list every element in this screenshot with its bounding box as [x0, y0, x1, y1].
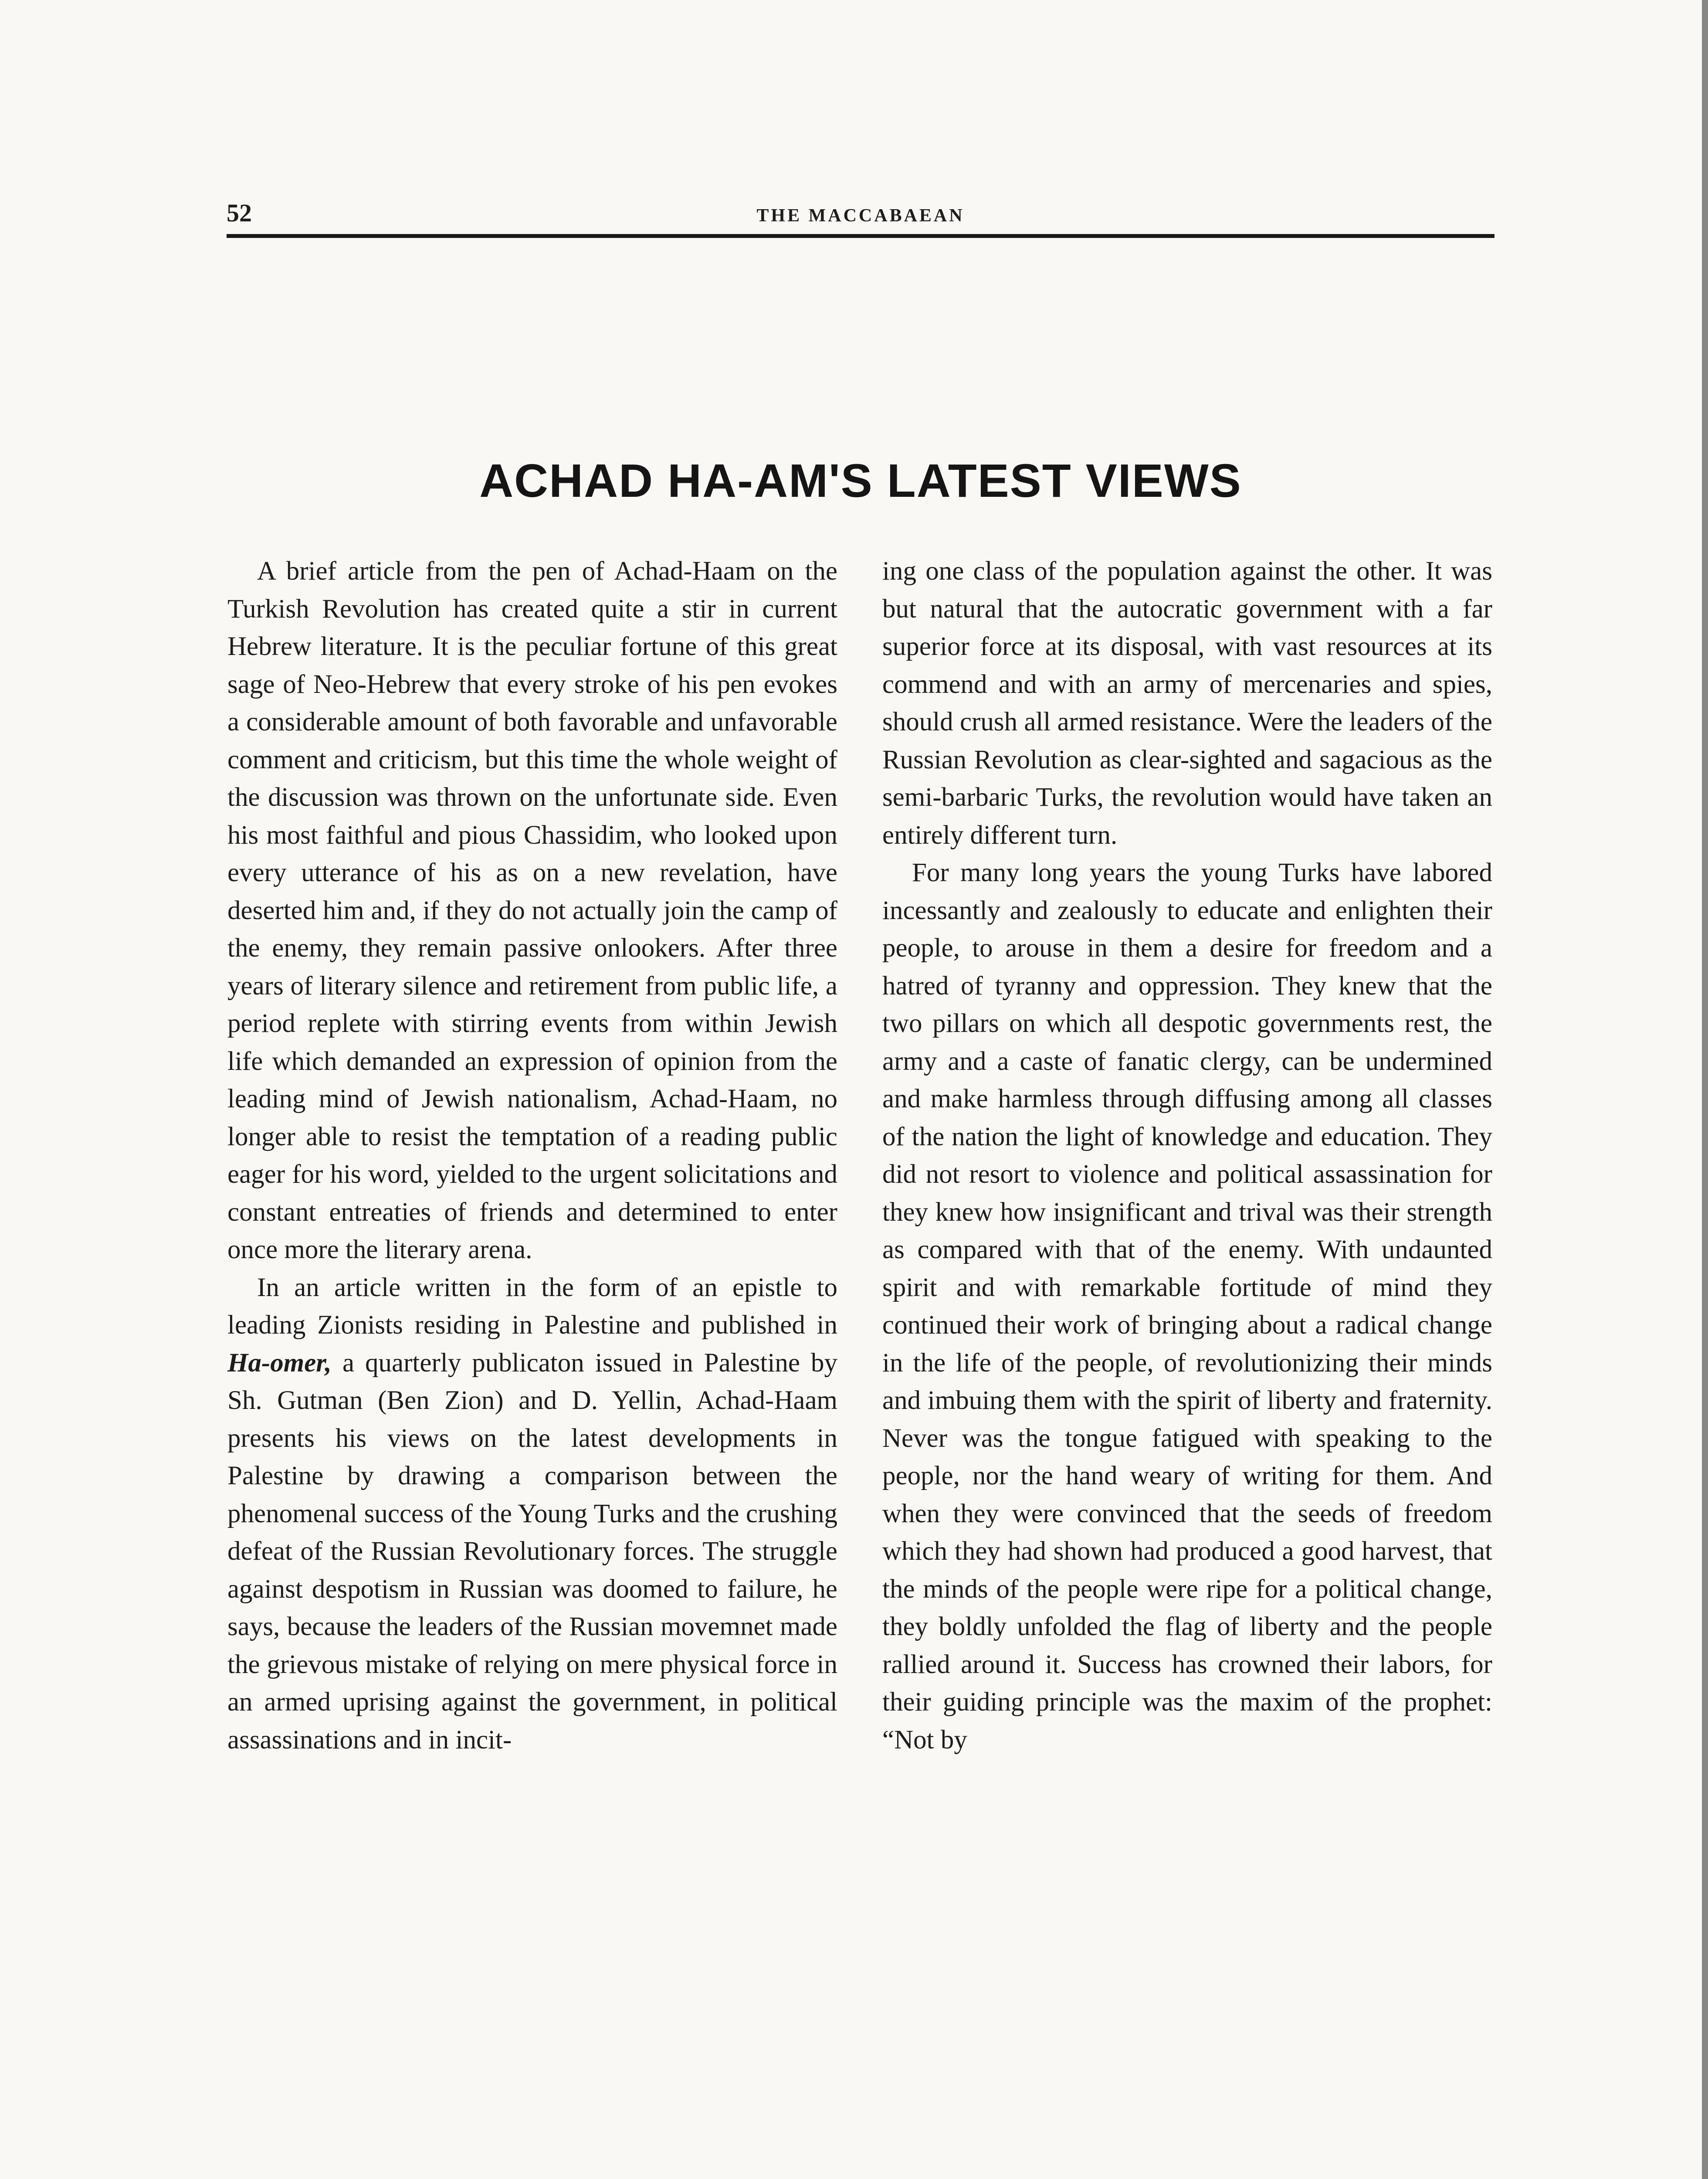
- running-head: THE MACCABAEAN: [756, 206, 965, 226]
- paragraph: ing one class of the population against the other. It was but natural that the autocratic government with a far superior force at its disposal, with vast resources at its commend and with an army of mercenaries and spies, should crush all armed resistance. Were the leaders of the Russian Revolution as clear-sighted and sagacious as the semi-barbaric Turks, the revolution would have taken an entirely different turn.: [882, 557, 1492, 850]
- paragraph: [227, 1269, 837, 1759]
- column-left: [227, 553, 837, 1759]
- page-header: [227, 198, 1494, 238]
- paragraph-text: a quarterly publicaton issued in Palestine by Sh. Gutman (Ben Zion) and D. Yellin, Achad-Haam presents his views on the latest developments in Palestine by drawing a comparison between the phenomenal success of the Young Turks and the crushing defeat of the Russian Revolutionary forces. The struggle against despotism in Russian was doomed to failure, he says, because the leaders of the Russian movemnet made the grievous mistake of relying on mere physical force in an armed uprising against the government, in political assassinations and in incit-: [227, 1348, 837, 1755]
- scan-edge-shadow: [1702, 0, 1708, 2179]
- paragraph: For many long years the young Turks have labored incessantly and zealously to educate and enlighten their people, to arouse in them a desire for freedom and a hatred of tyranny and oppression. They knew that the two pillars on which all despotic governments rest, the army and a caste of fanatic clergy, can be undermined and make harmless through diffusing among all classes of the nation the light of knowledge and education. They did not resort to violence and political assassination for they knew how insignificant and trival was their strength as compared with that of the enemy. With undaunted spirit and with remarkable fortitude of mind they continued their work of bringing about a radical change in the life of the people, of revolutionizing their minds and imbuing them with the spirit of liberty and fraternity. Never was the tongue fatigued with speaking to the people, nor the hand weary of writing for them. And when they were convinced that the seeds of freedom which they had shown had produced a good harvest, that the minds of the people were ripe for a political change, they boldly unfolded the flag of liberty and the people rallied around it. Success has crowned their labors, for their guiding principle was the maxim of the prophet: “Not by: [882, 858, 1492, 1755]
- header-rule: [227, 234, 1494, 238]
- page-number: 52: [227, 199, 252, 227]
- paragraph-text: In an article written in the form of an epistle to leading Zionists residing in Palestine and published in: [227, 1273, 837, 1340]
- paragraph: A brief article from the pen of Achad-Haam on the Turkish Revolution has created quite a stir in current Hebrew literature. It is the peculiar fortune of this great sage of Neo-Hebrew that every stroke of his pen evokes a considerable amount of both favorable and unfavorable comment and criticism, but this time the whole weight of the discussion was thrown on the unfortunate side. Even his most faithful and pious Chassidim, who looked upon every utterance of his as on a new revelation, have deserted him and, if they do not actually join the camp of the enemy, they remain passive onlookers. After three years of literary silence and retirement from public life, a period replete with stirring events from within Jewish life which demanded an expression of opinion from the leading mind of Jewish nationalism, Achad-Haam, no longer able to resist the temptation of a reading public eager for his word, yielded to the urgent solicitations and constant entreaties of friends and determined to enter once more the literary arena.: [227, 557, 837, 1264]
- journal-name: Ha-omer,: [227, 1348, 332, 1378]
- column-right: [882, 553, 1492, 1759]
- article-title: ACHAD HA-AM'S LATEST VIEWS: [479, 454, 1242, 507]
